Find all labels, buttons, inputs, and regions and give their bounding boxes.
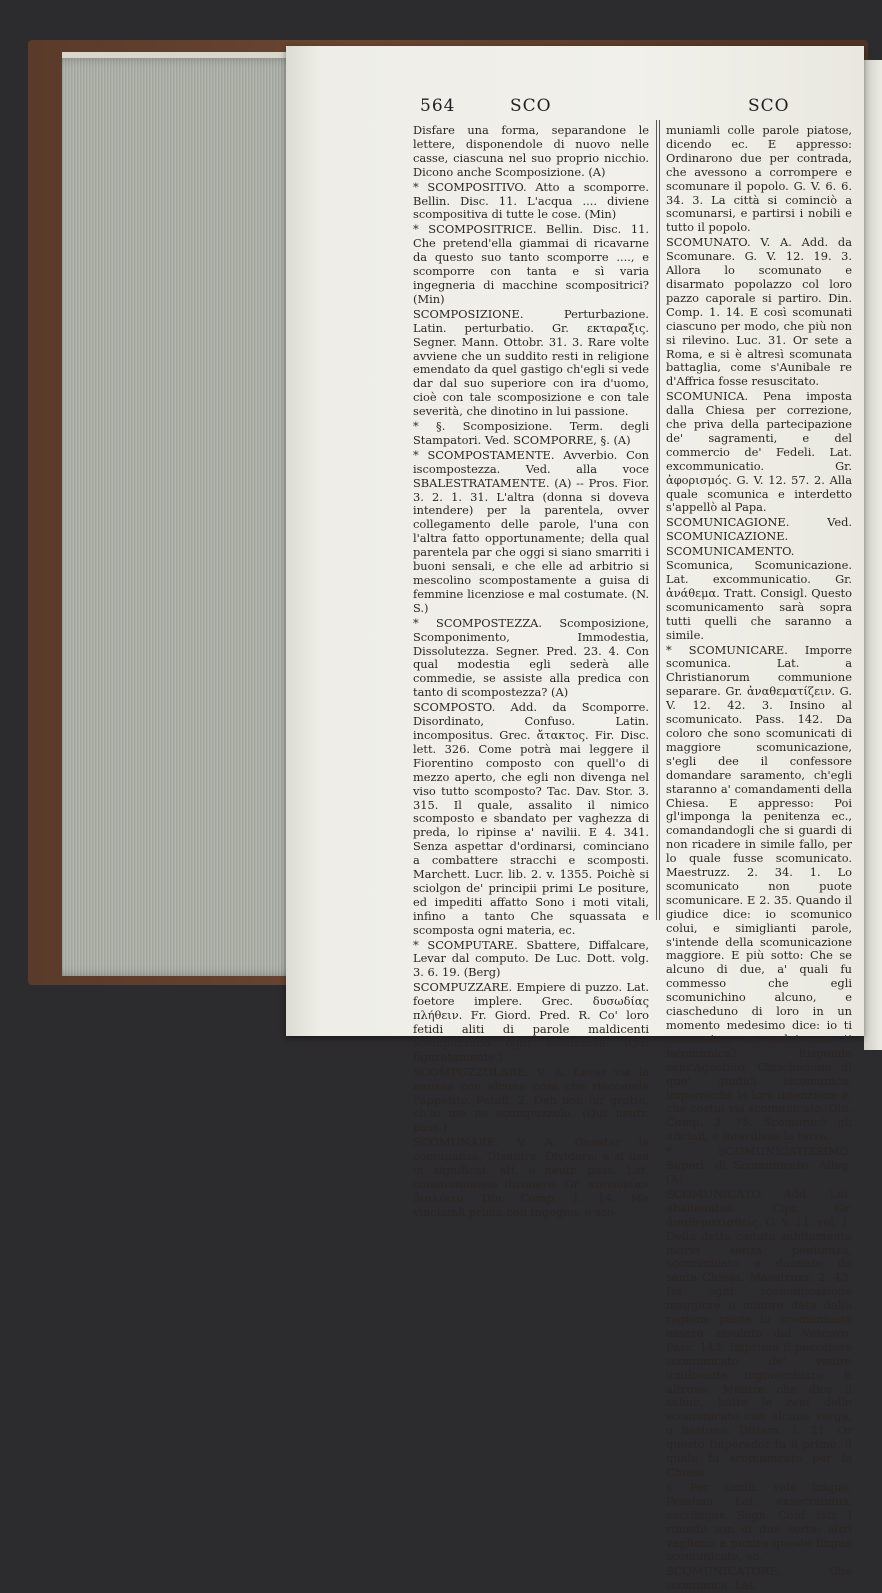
entry: Disfare una forma, separandone le lettere, disponendole di nuovo nelle casse, ciascuna nel suo proprio nicchio. Dicono anche Scomposizione. (A) xyxy=(413,123,649,179)
entry: * SCOMPOSITIVO. Atto a scomporre. Bellin. Disc. 11. L'acqua .... diviene scompositiva di tutte le cose. (Min) xyxy=(413,179,649,222)
entry: SCOMUNICATORE. Che scomunica. Lat. xyxy=(666,1564,852,1593)
column-rule xyxy=(656,120,657,920)
entry: * SCOMUNICARE. Imporre scomunica. Lat. a Christianorum communione separare. Gr. ἀναθεματίζειν. G. V. 12. 42. 3. Insino al scomunicato. Pass. 142. Da coloro che sono scomunicati di maggiore scomunicazione, s'egli dee il confessore domandare saramento, ch'egli staranno a' comandamenti della Chiesa. E appresso: Poi gl'imponga la penitenza ec., comandandogli che si guardi di non ricadere in simile fallo, per lo quale fusse scomunicato. Maestruzz. 2. 34. 1. Lo scomunicato non puote scomunicare. E 2. 35. Quando il giudice dice: io scomunico colui, e simiglianti parole, s'intende della scomunicazione maggiore. E più sotto: Che se alcuno di due, a' quali fu commesso che egli scomunichino alcuno, e ciascheduno di loro in un momento medesimo dice: io ti scomunico, ec. colui non ti iscomunica? Risponde sant'Agostino: Ciascheduno di que' giudici iscomunica, imperocchè la loro intenzione è, che costui sia scomunicato. Din. Comp. 3. 75. Scomunicò gli uficiali, e interdisse la terra. xyxy=(666,642,852,1144)
entry: * SCOMUNICATISSIMO. Superl. di Scomunicato. Alleg. (A) xyxy=(666,1144,852,1186)
page-number: 564 xyxy=(420,96,456,116)
page-stack-edge xyxy=(62,58,314,976)
entry: SCOMUNATO. V. A. Add. da Scomunare. G. V. 12. 19. 3. Allora lo scomunato e disarmato popolazzo col loro pazzo caporale si partiro. Din. Comp. 1. 14. E così scomunati ciascuno per modo, che più non si rilevino. Luc. 31. Or sete a Roma, e si è altresì scomunata battaglia, come s'Aunibale re d'Affrica fosse resuscitato. xyxy=(666,235,852,389)
entry: * SCOMPOSITRICE. Bellin. Disc. 11. Che pretend'ella giammai di ricavarne da questo suo tanto scomporre ...., e scomporre con tanta e sì varia ingegneria di macchine scompositrici? (Min) xyxy=(413,222,649,306)
column-rule xyxy=(659,120,660,920)
entry: SCOMPUZZARE. Empiere di puzzo. Lat. foetore implere. Grec. δυσωδίας πλήθειν. Fr. Giord. Pred. R. Co' loro fetidi aliti di parole maldicenti scompuzzano ogni assemblea. (Qui figuratamente.) xyxy=(413,980,649,1064)
entry: SCOMPOSTO. Add. da Scomporre. Disordinato, Confuso. Latin. incompositus. Grec. ἄτακτος. Fir. Disc. lett. 326. Come potrà mai leggere il Fiorentino composto con quell'o di mezzo aperto, che egli non divenga nel viso tutto scomposto? Tac. Dav. Stor. 3. 315. Il quale, assalito il nimico scomposto e sbandato per vaghezza di preda, lo ripinse a' navilii. E 4. 341. Senza aspettar d'ordinarsi, cominciano a combattere stracchi e scomposti. Marchett. Lucr. lib. 2. v. 1355. Poichè si sciolgon de' principii primi Le positure, ed impediti affatto Sono i moti vitali, infino a tanto Che squassata e scomposta ogni materia, ec. xyxy=(413,700,649,937)
entry: SCOMPOSIZIONE. Perturbazione. Latin. perturbatio. Gr. εκταραξις. Segner. Mann. Ottobr. 31. 3. Rare volte avviene che un suddito resti in religione emendato da quel gastigo ch'egli si vede dar dal suo superiore con ira d'uomo, cioè con tale scomposizione e con tale severità, che dinotino in lui passione. xyxy=(413,306,649,419)
entry: muniamli colle parole piatose, dicendo ec. E appresso: Ordinarono due per contrada, che avessono a corrompere e scomunare il popolo. G. V. 6. 6. 34. 3. La città si cominciò a scomunarsi, e partirsi i nobili e tutto il popolo. xyxy=(666,123,852,235)
right-column xyxy=(666,123,852,1593)
entry: * §. Scomposizione. Term. degli Stampatori. Ved. SCOMPORRE, §. (A) xyxy=(413,419,649,447)
entry: §. Per simili. vale Iniquo, Pessimo. Lat. exsecrandus, sacrilegus. Segn. Conf. Istr. I rimedii son di due sorte: altri vagliono a punire queste lingue scomunicate, ec. xyxy=(666,1479,852,1564)
right-running-head: SCO xyxy=(748,96,790,116)
entry: SCOMPUZZOLARE. V. A. Levar via la nausea con alcuna cosa che riaccenda l'appetito. Pataff. 2. Deh non far grotte, ch'io me ne scompuzzolo. (Qui neutr. pass.) xyxy=(413,1064,649,1135)
left-running-head: SCO xyxy=(510,96,552,116)
entry: * SCOMPOSTEZZA. Scomposizione, Scomponimento, Immodestia, Dissolutezza. Segner. Pred. 23. 4. Con qual modestia egli sederà alle commedie, se assiste alla predica con tanto di scompostezza? (A) xyxy=(413,615,649,700)
entry: SCOMUNICATO. Add. Lat. abalienatus. Cipr. Gr. ἀναθεματισθείς. G. V. 11. vol. 1. Della detta caduta subitamente morìo senza penitenza, scomunicato e dannato da santa Chiesa. Maestruzz. 2. 43. Da ogni scomunicazione maggiore o minore data dalla ragione puote lo scomunicato essere assoluto dal Vescovo. Pass. 143. Imprima il peccatore scomunicato de' venire umilmente inginocchiare. E altrove: Mentre che dice il salmo, batte le reni dello scomunicato con alcuna verga, o bastone. Dittam. 1. 21. Or questo Imperador fu il primo, il quale fu scomunicato per la Chiesa. xyxy=(666,1186,852,1479)
entry: * SCOMPOSTAMENTE. Avverbio. Con iscompostezza. Ved. alla voce SBALESTRATAMENTE. (A) -- Pros. Fior. 3. 2. 1. 31. L'altra (donna si doveva intendere) per la parentela, ovver collegamento delle parole, l'una con l'altra fatto opportunamente; della qual parentela par che oggi si siano smarriti i buoni sensali, e che elle ad arbitrio si mescolino scompostamente a guisa di femmine licenziose e mal costumate. (N. S.) xyxy=(413,447,649,615)
entry: * SCOMPUTARE. Sbattere, Diffalcare, Levar dal computo. De Luc. Dott. volg. 3. 6. 19. (Berg) xyxy=(413,937,649,980)
entry: SCOMUNICA. Pena imposta dalla Chiesa per correzione, che priva della partecipazione de' sagramenti, e del commercio de' Fedeli. Lat. excommunicatio. Gr. ἀφορισμός. G. V. 12. 57. 2. Alla quale scomunica e interdetto s'appellò al Papa. xyxy=(666,389,852,515)
next-page-edge xyxy=(864,60,882,1050)
entry: SCOMUNICAMENTO. Scomunica, Scomunicazione. Lat. excommunicatio. Gr. ἀνάθεμα. Tratt. Consigl. Questo scomunicamento sarà sopra tutti quelli che saranno a simile. xyxy=(666,544,852,642)
entry: SCOMUNICAGIONE. Ved. SCOMUNICAZIONE. xyxy=(666,515,852,544)
left-column xyxy=(413,124,649,1221)
entry: SCOMUNARE. V. A. Guastar la comunanza, Disunire, Dividere; e si usa in significat. att. e neutr. pass. Lat. communionem dirimere. Gr. κοινωνίαν διαλύειν. Din. Comp. 1. 14. Ma vinciamli prima con ingegno, e sco- xyxy=(413,1135,649,1219)
